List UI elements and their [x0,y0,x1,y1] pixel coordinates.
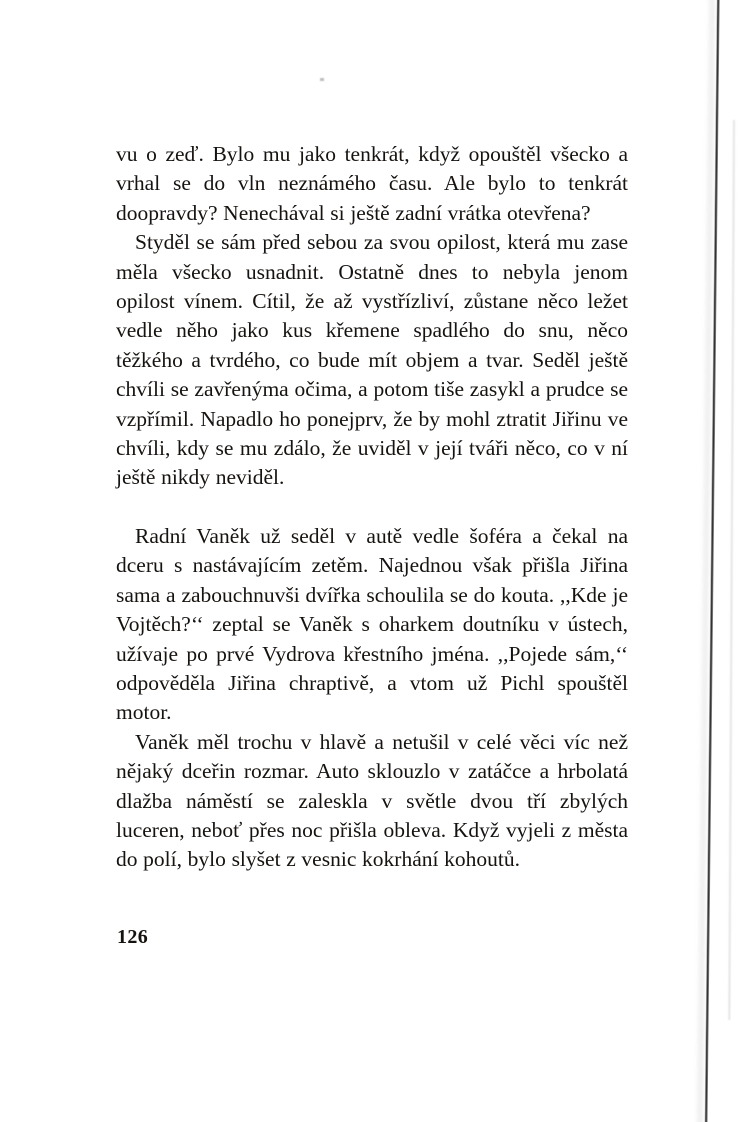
page-number: 126 [117,926,149,948]
paragraph: vu o zeď. Bylo mu jako tenkrát, když opouštěl všecko a vrhal se do vln neznámého času. Ale bylo to tenkrát doopravdy? Nenechával si ještě zadní vrátka otevřena? [116,142,628,225]
page-text-block [116,140,628,875]
scan-edge-faint-line [728,120,735,1020]
paragraph: Vaněk měl trochu v hlavě a netušil v celé věci víc než nějaký dceřin rozmar. Auto sklouzlo v zatáčce a hrbolatá dlažba náměstí se zaleskla v světle dvou tří zbylých luceren, neboť přes noc přišla obleva. Když vyjeli z města do polí, bylo slyšet z vesnic kokrhání kohoutů. [116,729,628,872]
paper-speck [320,78,324,81]
paragraph: Radní Vaněk už seděl v autě vedle šoféra a čekal na dceru s nastávajícím zetěm. Najednou však přišla Jiřina sama a zabouchnuvši dvířka schoulila se do kouta. ,,Kde je Vojtěch?‘‘ zeptal se Vaněk s oharkem doutníku v ústech, užívaje po prvé Vydrova křestního jména. ,,Pojede sám,‘‘ odpověděla Jiřina chraptivě, a vtom už Pichl spouštěl motor. [116,523,628,725]
paragraph: Styděl se sám před sebou za svou opilost, která mu zase měla všecko usnadnit. Ostatně dnes to nebyla jenom opilost vínem. Cítil, že až vystřízliví, zůstane něco ležet vedle něho jako kus křemene spadlého do snu, něco těžkého a tvrdého, co bude mít objem a tvar. Seděl ještě chvíli se zavřenýma očima, a potom tiše zasykl a prudce se vzpřímil. Napadlo ho ponejprv, že by mohl ztratit Jiřinu ve chvíli, kdy se mu zdálo, že uviděl v její tváři něco, co v ní ještě nikdy neviděl. [116,230,628,490]
